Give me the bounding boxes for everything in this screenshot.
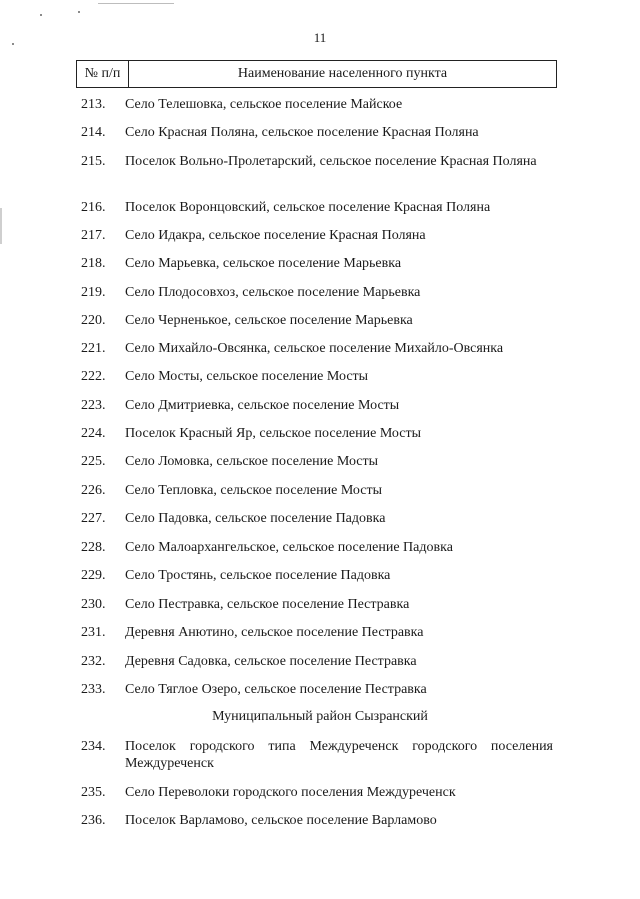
table-header (76, 60, 557, 88)
settlement-name: Село Мосты, сельское поселение Мосты (125, 369, 369, 384)
settlement-name: Село Марьевка, сельское поселение Марьевка (125, 256, 402, 271)
row-number: 221. (81, 341, 106, 356)
settlement-name: Село Падовка, сельское поселение Падовка (125, 511, 386, 526)
scan-artifact-dot (78, 11, 80, 13)
settlement-name: Село Дмитриевка, сельское поселение Мосты (125, 398, 400, 413)
settlement-name: Село Идакра, сельское поселение Красная Поляна (125, 228, 426, 243)
scan-artifact-line (98, 3, 174, 4)
row-number: 226. (81, 483, 106, 498)
settlement-name: Деревня Анютино, сельское поселение Пестравка (125, 625, 424, 640)
settlement-name: Поселок Красный Яр, сельское поселение Мосты (125, 426, 422, 441)
row-number: 223. (81, 398, 106, 413)
settlement-name: Село Черненькое, сельское поселение Марьевка (125, 313, 413, 328)
row-number: 230. (81, 597, 106, 612)
row-number: 217. (81, 228, 106, 243)
row-number: 234. (81, 739, 106, 754)
row-number: 225. (81, 454, 106, 469)
row-number: 229. (81, 568, 106, 583)
header-number-column: № п/п (77, 61, 129, 87)
settlement-name: Село Малоархангельское, сельское поселение Падовка (125, 540, 453, 555)
row-number: 215. (81, 154, 106, 169)
settlement-name: Село Михайло-Овсянка, сельское поселение Михайло-Овсянка (125, 341, 504, 356)
settlement-name: Поселок Варламово, сельское поселение Варламово (125, 813, 437, 828)
settlement-name: Село Красная Поляна, сельское поселение Красная Поляна (125, 125, 479, 140)
settlement-name: Село Телешовка, сельское поселение Майское (125, 97, 403, 112)
settlement-name: Село Тяглое Озеро, сельское поселение Пестравка (125, 682, 427, 697)
page-number: 11 (313, 30, 327, 45)
row-number: 213. (81, 97, 106, 112)
settlement-name: Село Тепловка, сельское поселение Мосты (125, 483, 383, 498)
row-number: 236. (81, 813, 106, 828)
scan-artifact-dot (40, 14, 42, 16)
settlement-name: Село Пестравка, сельское поселение Пестравка (125, 597, 410, 612)
settlement-name: Поселок Воронцовский, сельское поселение Красная Поляна (125, 200, 491, 215)
settlement-name: Поселок городского типа Междуреченск городского поселения Междуреченск (125, 739, 553, 771)
settlement-name: Поселок Вольно-Пролетарский, сельское поселение Красная Поляна (125, 154, 537, 169)
row-number: 224. (81, 426, 106, 441)
row-number: 233. (81, 682, 106, 697)
settlement-name: Село Ломовка, сельское поселение Мосты (125, 454, 379, 469)
settlement-name: Село Плодосовхоз, сельское поселение Марьевка (125, 285, 421, 300)
row-number: 227. (81, 511, 106, 526)
row-number: 218. (81, 256, 106, 271)
settlement-name: Село Переволоки городского поселения Междуреченск (125, 785, 456, 800)
row-number: 235. (81, 785, 106, 800)
row-number: 219. (81, 285, 106, 300)
row-number: 228. (81, 540, 106, 555)
row-number: 216. (81, 200, 106, 215)
row-number: 232. (81, 654, 106, 669)
scan-artifact-edge (0, 208, 2, 244)
row-number: 220. (81, 313, 106, 328)
settlement-name: Деревня Садовка, сельское поселение Пестравка (125, 654, 417, 669)
row-number: 214. (81, 125, 106, 140)
section-heading: Муниципальный район Сызранский (212, 709, 428, 724)
row-number: 222. (81, 369, 106, 384)
row-number: 231. (81, 625, 106, 640)
header-name-column: Наименование населенного пункта (237, 66, 448, 81)
settlement-name: Село Тростянь, сельское поселение Падовка (125, 568, 391, 583)
